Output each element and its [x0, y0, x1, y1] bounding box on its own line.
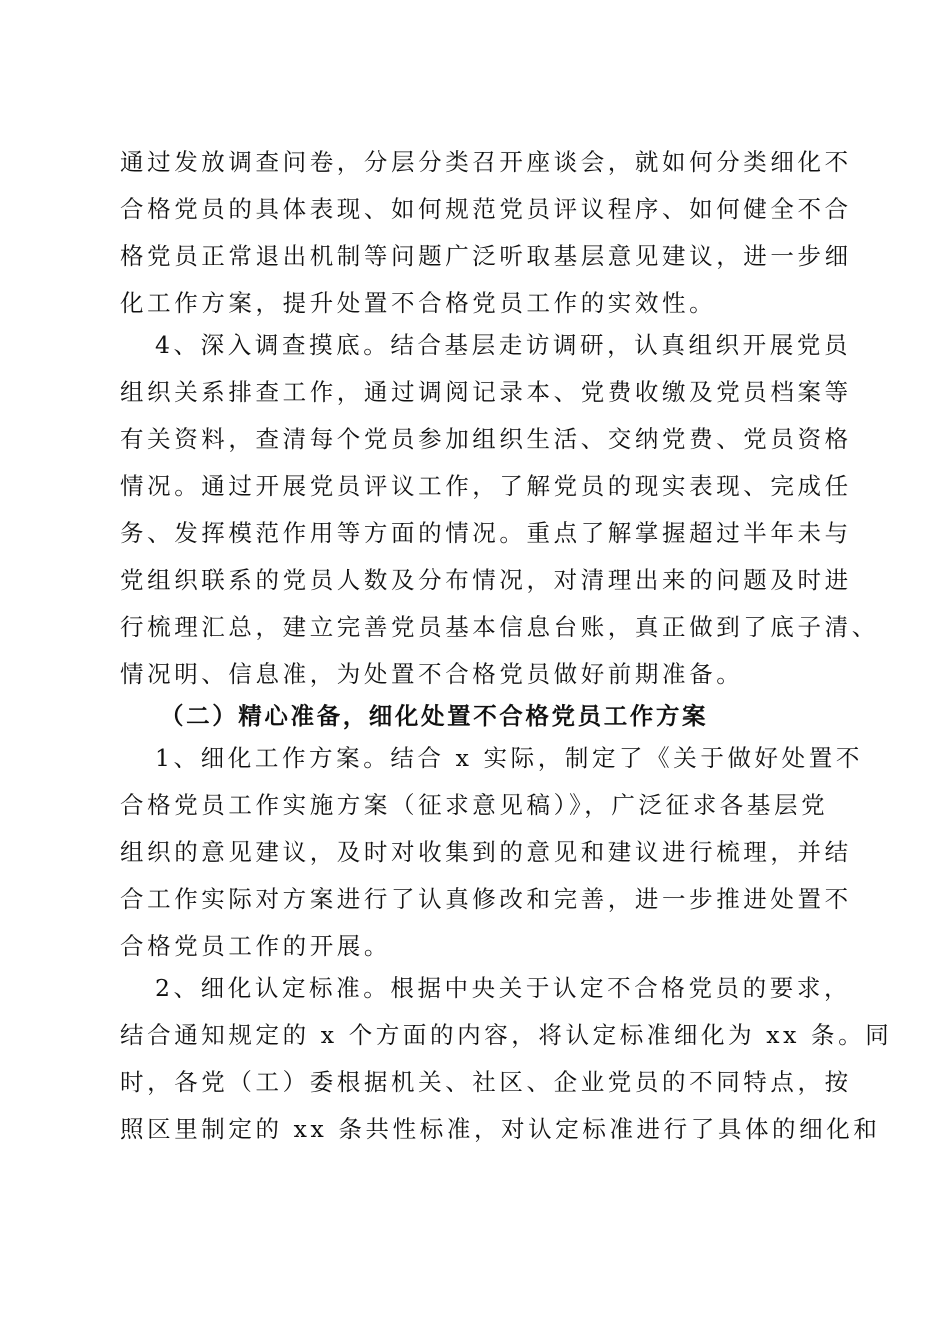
text-line: 合格党员工作的开展。 [120, 932, 391, 960]
text-line: 化工作方案，提升处置不合格党员工作的实效性。 [120, 289, 717, 317]
text-line: 通过发放调查问卷，分层分类召开座谈会，就如何分类细化不 [120, 148, 852, 176]
text-line: 组织的意见建议，及时对收集到的意见和建议进行梳理，并结 [120, 838, 852, 866]
paragraph-1-first-line: 1、细化工作方案。结合 x 实际，制定了《关于做好处置不 [155, 744, 863, 772]
text-line: 结合通知规定的 x 个方面的内容，将认定标准细化为 xx 条。同 [120, 1021, 893, 1049]
text-line: 照区里制定的 xx 条共性标准，对认定标准进行了具体的细化和 [120, 1115, 881, 1143]
text-line: 合格党员的具体表现、如何规范党员评议程序、如何健全不合 [120, 195, 852, 223]
text-line: 党组织联系的党员人数及分布情况，对清理出来的问题及时进 [120, 566, 852, 594]
text-line: 情况。通过开展党员评议工作，了解党员的现实表现、完成任 [120, 472, 852, 500]
text-line: 时，各党（工）委根据机关、社区、企业党员的不同特点，按 [120, 1068, 852, 1096]
section-heading: （二）精心准备，细化处置不合格党员工作方案 [160, 702, 709, 730]
paragraph-2-first-line: 2、细化认定标准。根据中央关于认定不合格党员的要求， [155, 974, 852, 1002]
paragraph-4-first-line: 4、深入调查摸底。结合基层走访调研，认真组织开展党员 [155, 331, 852, 359]
text-line: 合格党员工作实施方案（征求意见稿）》，广泛征求各基层党 [120, 791, 829, 819]
text-line: 合工作实际对方案进行了认真修改和完善，进一步推进处置不 [120, 885, 852, 913]
text-line: 格党员正常退出机制等问题广泛听取基层意见建议，进一步细 [120, 242, 852, 270]
text-line: 情况明、信息准，为处置不合格党员做好前期准备。 [120, 660, 744, 688]
text-line: 行梳理汇总，建立完善党员基本信息台账，真正做到了底子清、 [120, 613, 879, 641]
text-line: 有关资料，查清每个党员参加组织生活、交纳党费、党员资格 [120, 425, 852, 453]
text-line: 组织关系排查工作，通过调阅记录本、党费收缴及党员档案等 [120, 378, 852, 406]
text-line: 务、发挥模范作用等方面的情况。重点了解掌握超过半年未与 [120, 519, 852, 547]
